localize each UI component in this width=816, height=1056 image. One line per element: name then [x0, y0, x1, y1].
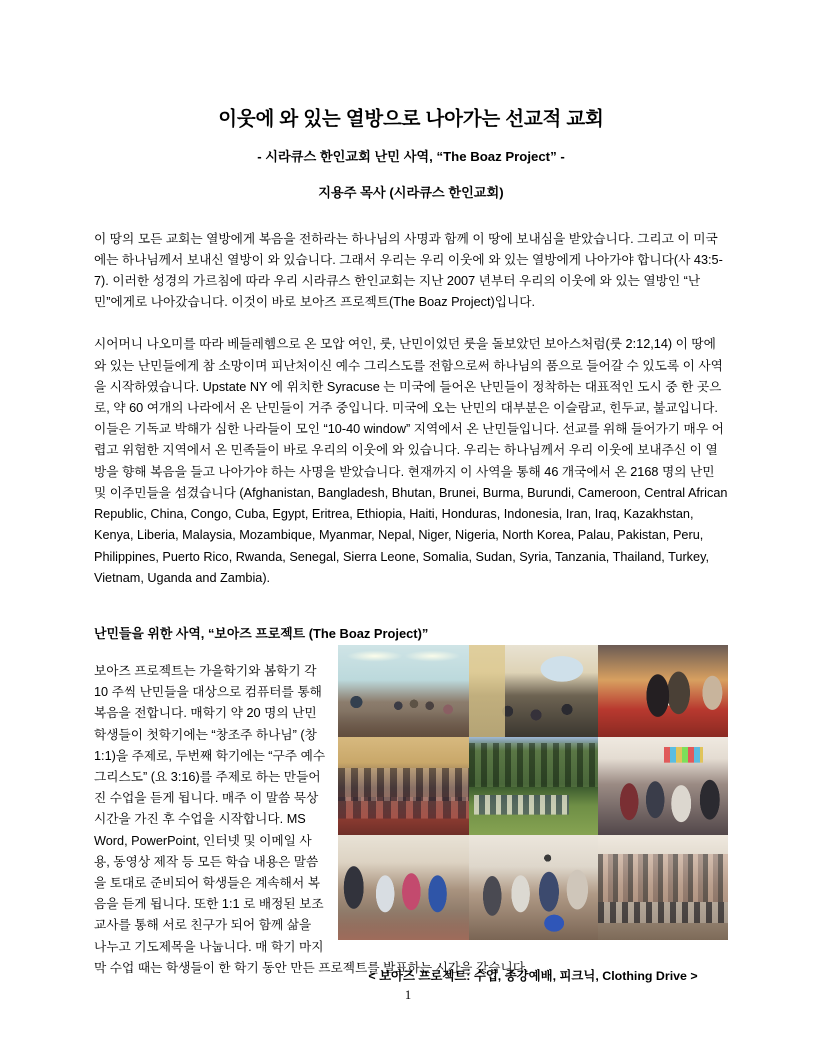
document-content	[94, 0, 728, 979]
paragraph-intro: 이 땅의 모든 교회는 열방에게 복음을 전하라는 하나님의 사명과 함께 이 땅에 보내심을 받았습니다. 그리고 이 미국에는 하나님께서 보내신 열방이 와 있습니다. 그래서 우리는 우리 이웃에 와 있는 열방에게 나아가야 합니다(사 43:5-7). 이러한 성경의 가르침에 따라 우리 시라큐스 한인교회는 지난 2007 년부터 우리의 이웃에 와 있는 열방인 “난민”에게로 나아갔습니다. 이것이 바로 보아즈 프로젝트(The Boaz Project)입니다.	[94, 231, 723, 310]
document-author: 지용주 목사 (시라큐스 한인교회)	[318, 184, 504, 200]
photo-clothing-drive-bags	[469, 835, 598, 940]
photo-fill	[338, 737, 469, 835]
photo-fill	[338, 835, 469, 940]
photo-fill	[598, 835, 728, 940]
page-title: 이웃에 와 있는 열방으로 나아가는 선교적 교회	[218, 108, 604, 130]
photo-grid-row	[338, 737, 728, 835]
photo-computer-lab	[469, 645, 598, 737]
paragraph-program-description: 보아즈 프로젝트는 가을학기와 봄학기 각 10 주씩 난민들을 대상으로 컴퓨터를 통해 복음을 전합니다. 매학기 약 20 명의 난민 학생들이 첫학기에는 “창조주 하나님” (창 1:1)을 주제로, 두번째 학기에는 “구주 예수 그리스도” (요 3:16)를 주제로 하는 만들어진 수업을 듣게 됩니다. 매주 이 말씀 묵상 시간을 가진 후 수업을 시작합니다. MS Word, PowerPoint, 인터넷 및 이메일 사용, 동영상 제작 등 모든 학습 내용은 말씀을 토대로 준비되어 학생들은 계속해서 복음을 듣게 됩니다. 또한 1:1 로 배정된 보조 교사를 통해 서로 친구가 되어 함께 삶을 나누고 기도제목을 나눕니다. 매 학기 마지막 수업 때는 학생들이 한 학기 동안 만든 프로젝트를 발표하는 시간을 갖습니다.	[94, 663, 529, 975]
document-subtitle: - 시라큐스 한인교회 난민 사역, “The Boaz Project” -	[257, 149, 565, 165]
photo-fill	[469, 645, 598, 737]
photo-fill	[338, 645, 469, 737]
photo-outdoor-picnic-group	[469, 737, 598, 835]
photo-grid	[338, 645, 728, 940]
page-number: 1	[404, 988, 412, 1002]
photo-indoor-group	[338, 737, 469, 835]
section-heading-boaz-project: 난민들을 위한 사역, “보아즈 프로젝트 (The Boaz Project)”	[94, 625, 429, 641]
photo-fill	[469, 835, 598, 940]
photo-fill	[598, 737, 728, 835]
photo-certificate-ceremony	[598, 645, 728, 737]
photo-grid-row	[338, 835, 728, 940]
photo-grid-row	[338, 645, 728, 737]
photo-fill	[469, 737, 598, 835]
photo-fill	[598, 645, 728, 737]
figure-caption: < 보아즈 프로젝트: 수업, 종강예배, 피크닉, Clothing Drive >	[368, 969, 698, 983]
paragraph-ministry-background: 시어머니 나오미를 따라 베들레헴으로 온 모압 여인, 룻, 난민이었던 룻을 돌보았던 보아스처럼(룻 2:12,14) 이 땅에 와 있는 난민들에게 참 소망이며 피난처이신 예수 그리스도를 전함으로써 하나님의 품으로 들어갈 수 있도록 이 사역을 시작하였습니다. Upstate NY 에 위치한 Syracuse 는 미국에 들어온 난민들이 정착하는 대표적인 도시 중 한 곳으로, 약 60 여개의 나라에서 온 난민들이 거주 중입니다. 미국에 오는 난민의 대부분은 이슬람교, 힌두교, 불교입니다. 이들은 기독교 박해가 심한 나라들이 모인 “10-40 window” 지역에서 온 난민들입니다. 선교를 위해 들어가기 매우 어렵고 위험한 지역에서 온 민족들이 바로 우리의 이웃에 와 있습니다. 우리는 하나님께서 우리 이웃에 보내주신 이 열방을 향해 복음을 들고 나아가야 하는 사명을 받았습니다. 현재까지 이 사역을 통해 46 개국에서 온 2168 명의 난민 및 이주민들을 섬겼습니다 (Afghanistan, Bangladesh, Bhutan, Brunei, Burma, Burundi, Cameroon, Central African Republic, China, Congo, Cuba, Egypt, Eritrea, Ethiopia, Haiti, Honduras, Indonesia, Iran, Iraq, Kazakhstan, Kenya, Liberia, Malaysia, Mozambique, Myanmar, Nepal, Niger, Nigeria, North Korea, Palau, Pakistan, Peru, Philippines, Puerto Rico, Rwanda, Senegal, Sierra Leone, Somalia, Sudan, Syria, Tanzania, Thailand, Turkey, Vietnam, Uganda and Zambia).	[94, 337, 728, 585]
photo-clothing-drive-tables	[338, 835, 469, 940]
figure-caption-wrap	[338, 952, 728, 984]
photo-figure	[338, 645, 728, 940]
photo-classroom-lecture	[338, 645, 469, 737]
photo-clothing-racks	[598, 835, 728, 940]
photo-celebration-flags	[598, 737, 728, 835]
